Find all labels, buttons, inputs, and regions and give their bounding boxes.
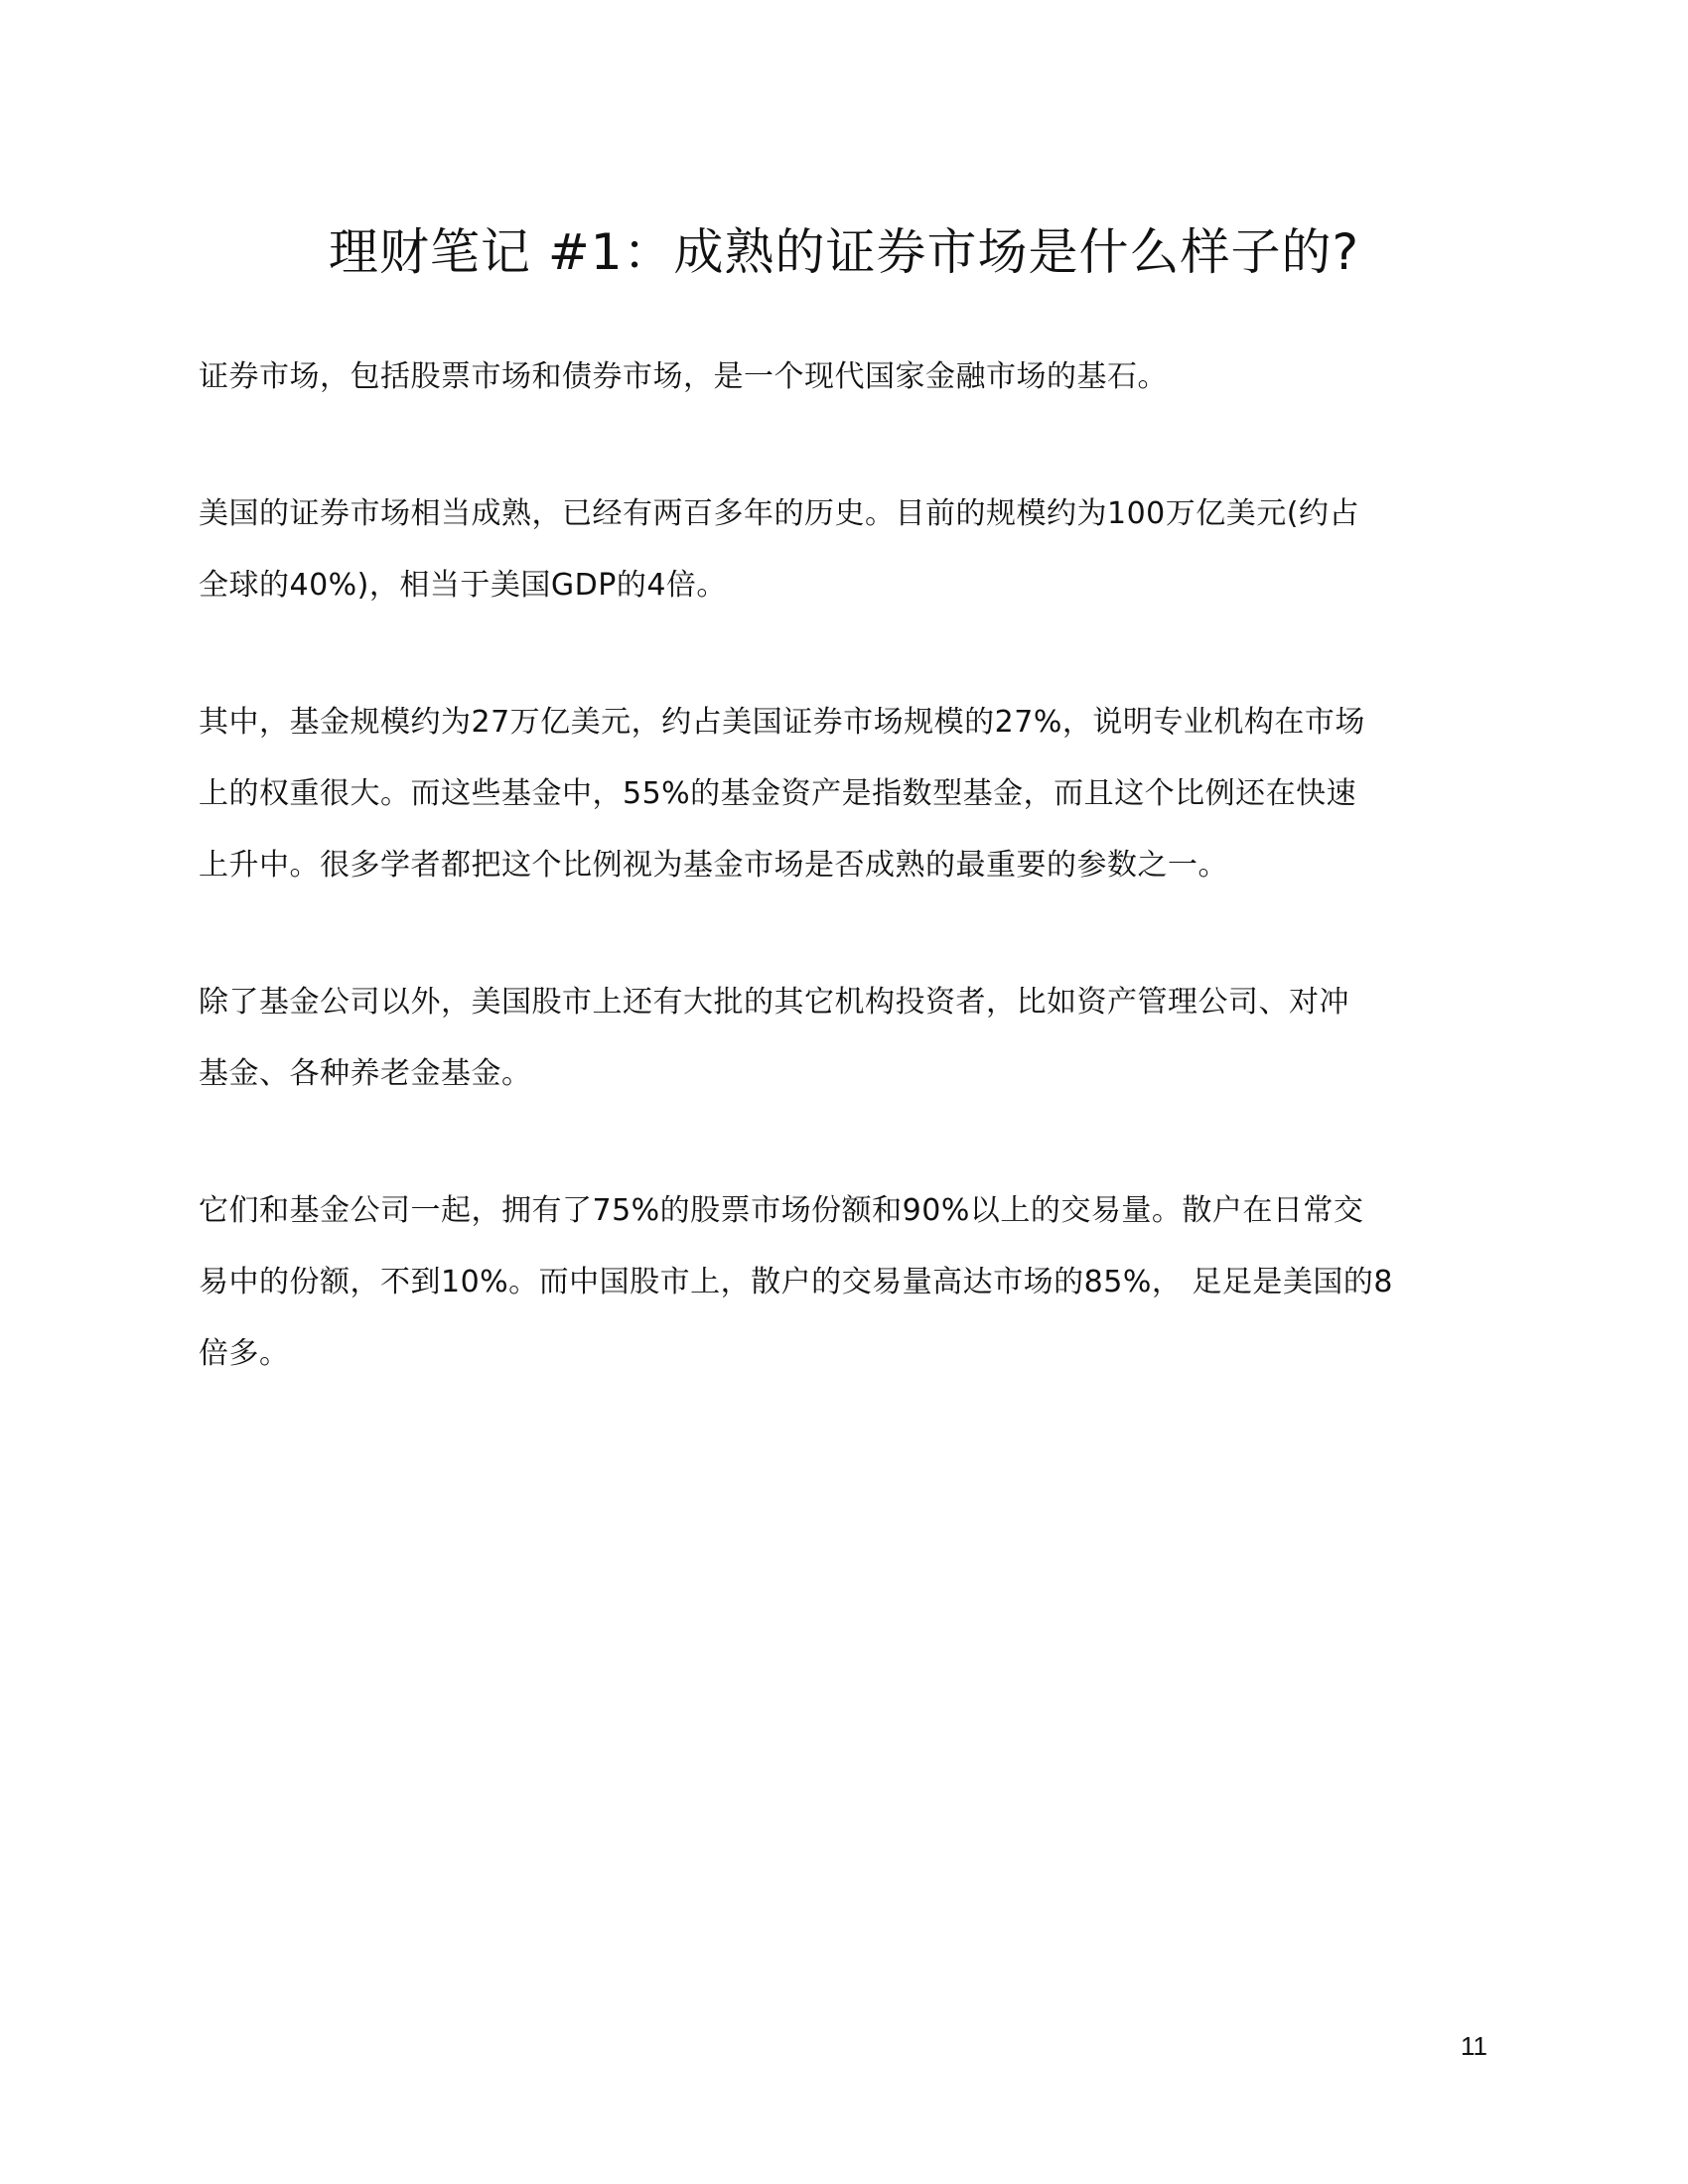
paragraph-1 [199, 341, 1489, 413]
text-line: 倍多。 [199, 1336, 290, 1371]
paragraph-5 [199, 1175, 1489, 1390]
text-line: 上的权重很大。而这些基金中，55%的基金资产是指数型基金，而且这个比例还在快速 [199, 776, 1357, 811]
text-line: 除了基金公司以外，美国股市上还有大批的其它机构投资者，比如资产管理公司、对冲 [199, 985, 1349, 1020]
page-number: 11 [1461, 2031, 1487, 2061]
text-line: 上升中。很多学者都把这个比例视为基金市场是否成熟的最重要的参数之一。 [199, 848, 1228, 883]
text-line: 全球的40%)，相当于美国GDP的4倍。 [199, 568, 727, 603]
paragraph-4 [199, 967, 1489, 1110]
text-line: 美国的证券市场相当成熟，已经有两百多年的历史。目前的规模约为100万亿美元(约占 [199, 496, 1359, 531]
text-line: 其中，基金规模约为27万亿美元，约占美国证券市场规模的27%，说明专业机构在市场 [199, 705, 1365, 740]
document-title: 理财笔记 #1：成熟的证券市场是什么样子的? [328, 223, 1360, 281]
text-line: 它们和基金公司一起，拥有了75%的股票市场份额和90%以上的交易量。散户在日常交 [199, 1193, 1364, 1228]
document-body [199, 341, 1489, 1455]
paragraph-2 [199, 478, 1489, 621]
text-line: 基金、各种养老金基金。 [199, 1056, 532, 1091]
text-line: 证券市场，包括股票市场和债券市场，是一个现代国家金融市场的基石。 [199, 359, 1168, 394]
text-line: 易中的份额，不到10%。而中国股市上，散户的交易量高达市场的85%， 足足是美国的8 [199, 1265, 1393, 1299]
paragraph-3 [199, 687, 1489, 901]
